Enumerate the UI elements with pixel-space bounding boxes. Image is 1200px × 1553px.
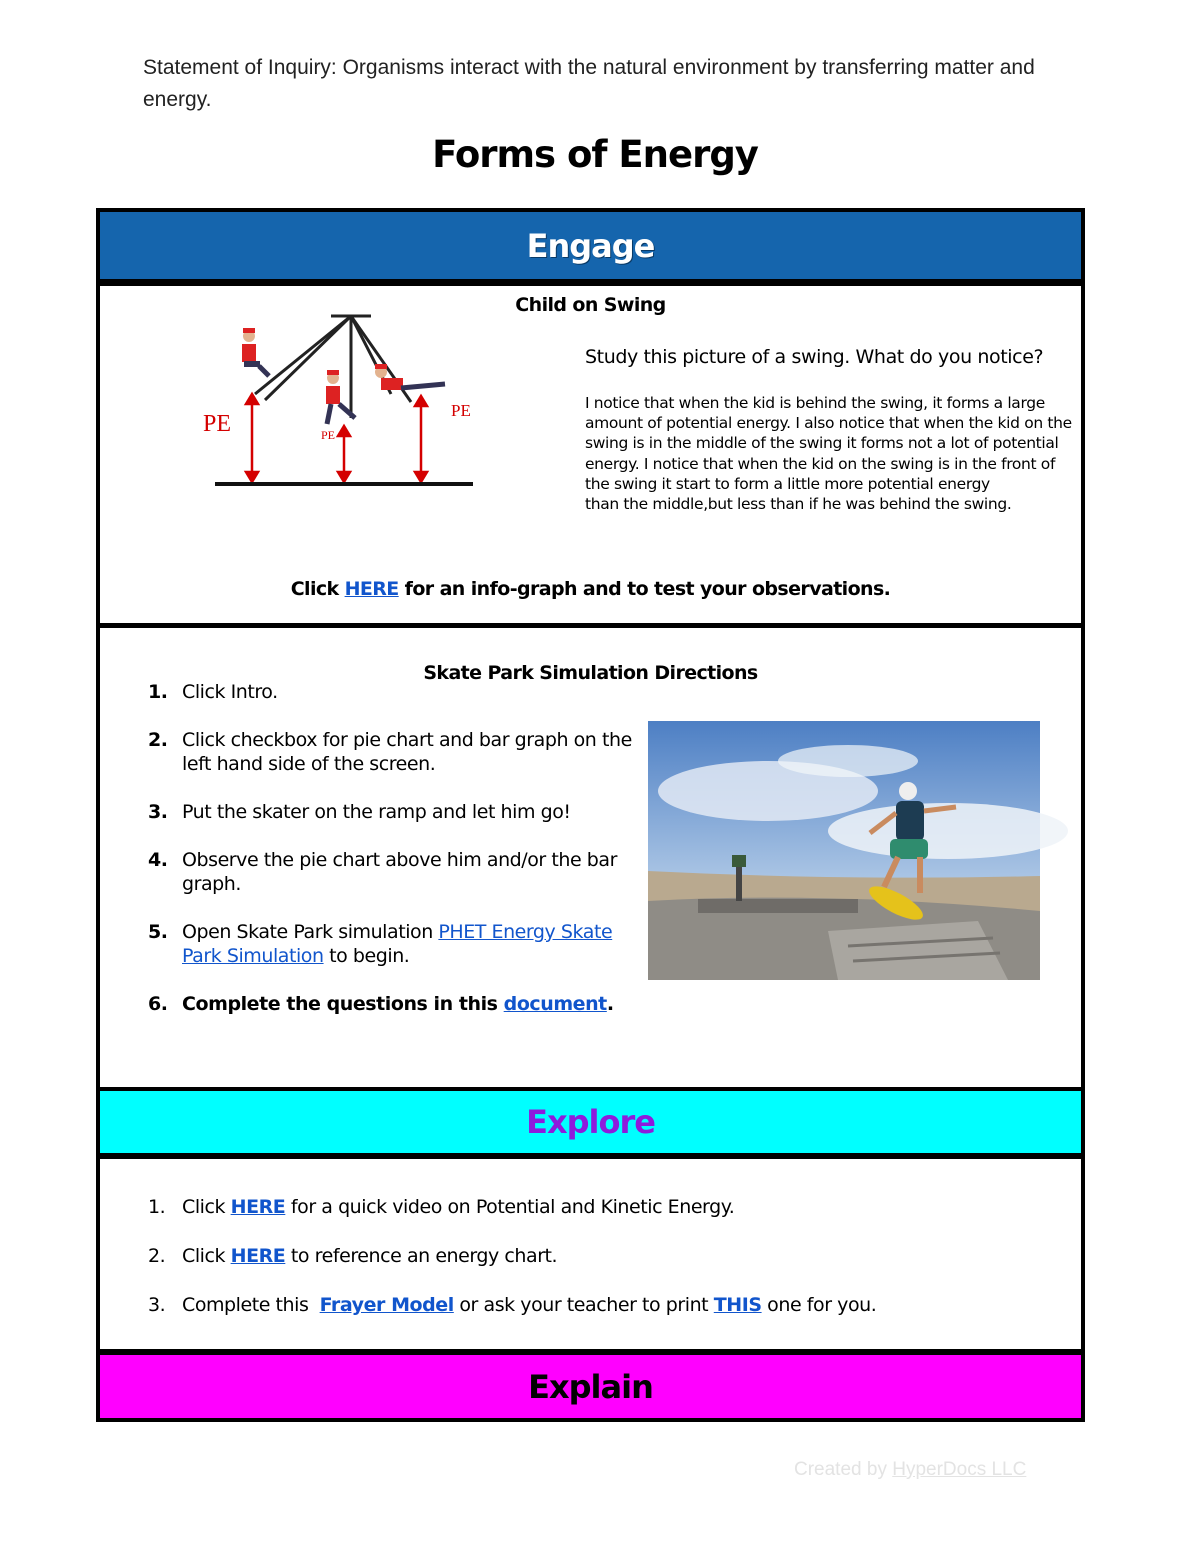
phet-simulation-link[interactable]: PHET Energy Skate Park Simulation — [182, 921, 613, 967]
skate-heading: Skate Park Simulation Directions — [423, 662, 758, 684]
infograph-prefix: Click — [290, 578, 345, 600]
child-left — [242, 328, 269, 376]
swing-answer-line-1: I notice that when the kid is behind the swing, it forms a large amount of potential energy. I also notice that when the kid on the swing is in the middle of the swing it forms not a lot of potential energy. I notice that when the kid on the swing is in the front of the swing it start to form a little more potential energy — [585, 394, 1072, 493]
footer-prefix: Created by — [794, 1459, 893, 1480]
item-text: Click — [182, 1245, 231, 1267]
energy-chart-link[interactable]: HERE — [230, 1245, 286, 1267]
child-right — [375, 364, 445, 390]
step-text: Complete the questions in this — [182, 993, 504, 1015]
infograph-link[interactable]: HERE — [344, 578, 399, 600]
hyperdocs-link[interactable]: HyperDocs LLC — [892, 1459, 1027, 1480]
statement-of-inquiry: Statement of Inquiry: Organisms interact with the natural environment by transferring matter and energy. — [143, 56, 1035, 111]
engage-header-label: Engage — [526, 226, 655, 265]
explore-item — [148, 1195, 1028, 1219]
item-text: Complete this — [182, 1294, 320, 1316]
pe-label-left: PE — [203, 411, 232, 437]
explore-header — [100, 1091, 1081, 1153]
video-link[interactable]: HERE — [230, 1196, 286, 1218]
explain-header-label: Explain — [528, 1367, 653, 1406]
swing-question: Study this picture of a swing. What do you notice? — [585, 346, 1044, 368]
step-text-suffix: . — [606, 993, 614, 1015]
infograph-prompt — [100, 578, 1081, 600]
pe-label-right: PE — [451, 401, 471, 420]
footer-credit — [794, 1459, 1026, 1481]
questions-document-link[interactable]: document — [503, 993, 607, 1015]
swing-heading: Child on Swing — [515, 294, 666, 316]
direction-step — [148, 800, 638, 824]
explore-list — [148, 1195, 1028, 1342]
item-text: Click — [182, 1196, 231, 1218]
explore-item — [148, 1293, 1028, 1317]
pe-arrows — [246, 394, 427, 482]
item-text-suffix: to reference an energy chart. — [285, 1245, 558, 1267]
engage-header — [100, 212, 1081, 279]
step-text: Open Skate Park simulation — [182, 921, 439, 943]
skate-park-section — [100, 628, 1081, 1087]
step-text: Observe the pie chart above him and/or the bar graph. — [182, 849, 617, 895]
explore-header-label: Explore — [526, 1103, 655, 1141]
direction-step — [148, 728, 638, 776]
pe-label-middle: PE — [321, 428, 336, 442]
explain-header — [100, 1355, 1081, 1418]
skate-directions-list — [148, 680, 638, 1040]
swing-answer-line-2: than the middle,but less than if he was behind the swing. — [585, 495, 1012, 514]
item-number: 3. — [148, 1294, 166, 1316]
item-text-suffix: for a quick video on Potential and Kinetic Energy. — [285, 1196, 735, 1218]
step-number: 3. — [148, 801, 168, 823]
step-number: 1. — [148, 681, 168, 703]
item-text-middle: or ask your teacher to print — [453, 1294, 714, 1316]
swing-answer — [585, 393, 1075, 514]
step-number: 2. — [148, 729, 168, 751]
step-number: 6. — [148, 993, 168, 1015]
direction-step — [148, 848, 638, 896]
step-text: Click checkbox for pie chart and bar graph on the left hand side of the screen. — [182, 729, 632, 775]
printable-link[interactable]: THIS — [713, 1294, 762, 1316]
infograph-suffix: for an info-graph and to test your observations. — [398, 578, 891, 600]
item-number: 2. — [148, 1245, 166, 1267]
item-text-suffix: one for you. — [761, 1294, 877, 1316]
hyperdoc-table — [96, 208, 1085, 1422]
swing-section — [100, 286, 1081, 623]
step-text: Click Intro. — [182, 681, 278, 703]
direction-step — [148, 680, 638, 704]
item-number: 1. — [148, 1196, 166, 1218]
step-number: 4. — [148, 849, 168, 871]
step-text: Put the skater on the ramp and let him go! — [182, 801, 571, 823]
page-title: Forms of Energy — [432, 133, 758, 176]
step-text-suffix: to begin. — [323, 945, 410, 967]
direction-step — [148, 920, 638, 968]
explore-item — [148, 1244, 1028, 1268]
step-number: 5. — [148, 921, 168, 943]
swing-diagram — [203, 314, 485, 510]
skateboarder-photo — [648, 721, 1040, 980]
direction-step — [148, 992, 638, 1016]
frayer-model-link[interactable]: Frayer Model — [319, 1294, 454, 1316]
explore-section — [100, 1159, 1081, 1349]
